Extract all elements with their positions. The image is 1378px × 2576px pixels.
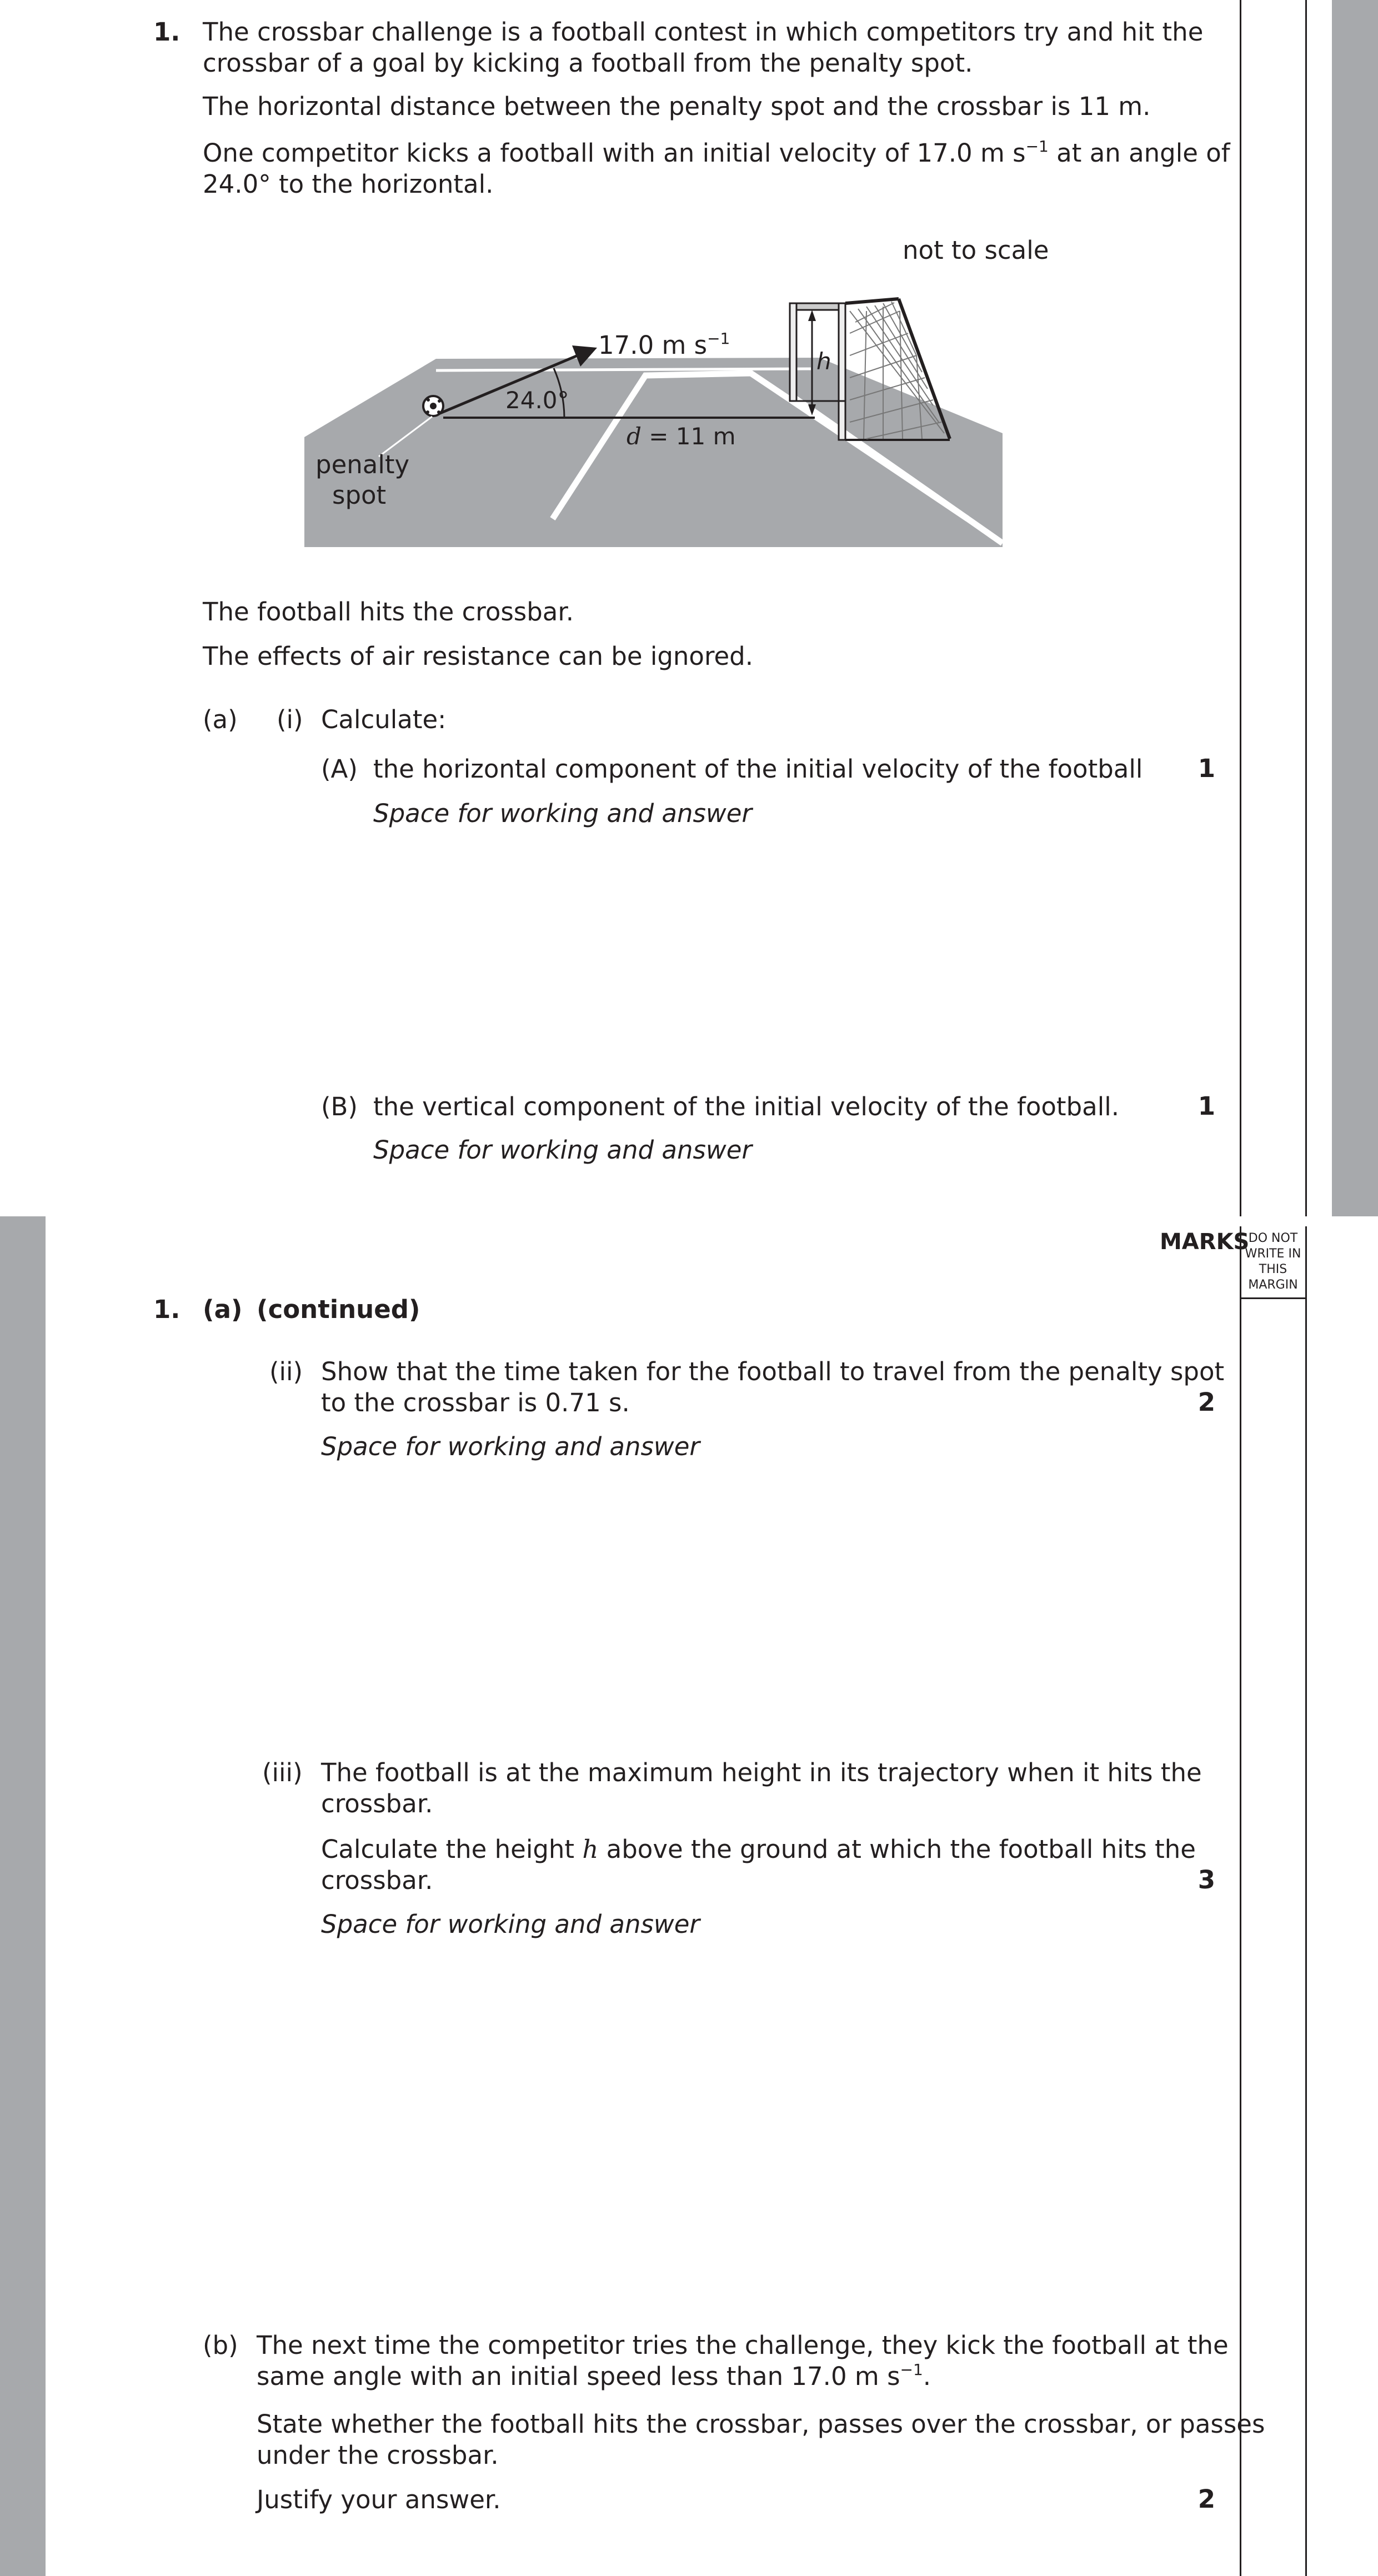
part-ii-line-2: to the crossbar is 0.71 s. — [321, 1388, 630, 1417]
penalty-label-2: spot — [332, 480, 387, 510]
intro-line-2: crossbar of a goal by kicking a football from the penalty spot. — [203, 48, 973, 78]
velocity-label: 17.0 m $s^{-1}$ — [598, 329, 730, 360]
working-space-label: Space for working and answer — [373, 799, 752, 828]
far-line — [436, 369, 811, 370]
part-iii-line-1: The football is at the maximum height in its trajectory when it hits the — [321, 1758, 1202, 1787]
margin-note: DO NOT WRITE IN THIS MARGIN — [1245, 1231, 1301, 1292]
marks-header: MARKS — [1160, 1229, 1250, 1255]
part-iii-line-2: crossbar. — [321, 1789, 433, 1818]
working-space-label: Space for working and answer — [321, 1432, 700, 1461]
part-ii-label: (ii) — [269, 1357, 303, 1386]
part-iii-marks: 3 — [1197, 1865, 1215, 1895]
part-iii-calc-line-1: Calculate the height h above the ground at which the football hits the — [321, 1835, 1196, 1864]
page-edge-bar-left — [0, 1216, 46, 2576]
part-b-line-2: same angle with an initial speed less than 17.0 m $s^{-1}$. — [257, 2361, 931, 2391]
velocity-text-line-1: One competitor kicks a football with an initial velocity of 17.0 m $s^{-1}$ at an angle of — [203, 137, 1230, 168]
margin-rule-left — [1240, 1226, 1241, 2576]
calculate-text: Calculate: — [321, 705, 447, 734]
air-resistance-text: The effects of air resistance can be ignored. — [203, 642, 754, 671]
part-b-state-line-1: State whether the football hits the crossbar, passes over the crossbar, or passes — [257, 2409, 1265, 2439]
part-A-text: the horizontal component of the initial velocity of the football — [373, 754, 1143, 784]
velocity-text-line-2: 24.0° to the horizontal. — [203, 169, 494, 199]
part-a-label: (a) — [203, 1295, 243, 1324]
part-b-marks: 2 — [1197, 2484, 1215, 2514]
crossbar-diagram — [0, 0, 1378, 555]
working-space-label: Space for working and answer — [321, 1910, 700, 1939]
question-number: 1. — [153, 17, 181, 47]
part-B-marks: 1 — [1197, 1091, 1215, 1121]
margin-rule-right — [1305, 1226, 1307, 2576]
part-iii-label: (iii) — [262, 1758, 303, 1787]
part-iii-calc-line-2: crossbar. — [321, 1866, 433, 1895]
distance-label: d = 11 m — [627, 423, 736, 450]
not-to-scale-note: not to scale — [903, 235, 1049, 265]
height-label: h — [816, 348, 831, 375]
penalty-label-1: penalty — [315, 450, 410, 479]
distance-text: The horizontal distance between the penalty spot and the crossbar is 11 m. — [203, 92, 1151, 121]
part-b-label: (b) — [203, 2331, 238, 2360]
angle-label: 24.0° — [505, 387, 569, 414]
margin-note-rule — [1240, 1297, 1307, 1299]
part-a-label: (a) — [203, 705, 238, 734]
part-B-label: (B) — [321, 1092, 358, 1121]
hits-text: The football hits the crossbar. — [203, 597, 574, 627]
intro-line-1: The crossbar challenge is a football contest in which competitors try and hit the — [203, 17, 1204, 47]
working-space-label: Space for working and answer — [373, 1135, 752, 1165]
question-number: 1. — [153, 1295, 181, 1324]
part-B-text: the vertical component of the initial velocity of the football. — [373, 1092, 1120, 1121]
part-ii-line-1: Show that the time taken for the football to travel from the penalty spot — [321, 1357, 1225, 1386]
part-ii-marks: 2 — [1197, 1387, 1215, 1417]
continued-label: (continued) — [257, 1295, 420, 1324]
part-i-label: (i) — [277, 705, 303, 734]
part-b-state-line-2: under the crossbar. — [257, 2440, 499, 2470]
part-A-marks: 1 — [1197, 754, 1215, 783]
part-b-line-1: The next time the competitor tries the challenge, they kick the football at the — [257, 2331, 1229, 2360]
part-A-label: (A) — [321, 754, 358, 784]
part-b-justify: Justify your answer. — [257, 2485, 501, 2514]
